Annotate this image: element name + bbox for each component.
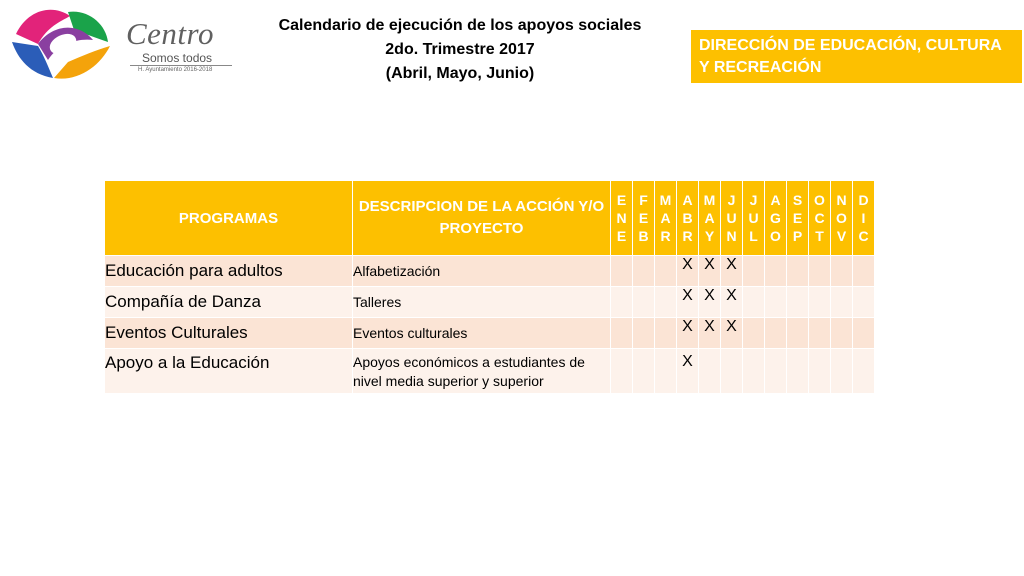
header-month-letter: U — [748, 210, 759, 226]
cell-programa: Compañía de Danza — [105, 287, 353, 318]
cell-month-mark — [721, 349, 743, 394]
cell-month-mark: X — [721, 318, 743, 349]
header-month-letter: O — [814, 192, 825, 208]
cell-descripcion: Apoyos económicos a estudiantes de nivel media superior y superior — [353, 349, 611, 394]
header-month — [765, 181, 787, 256]
logo-ribbon-icon — [8, 4, 113, 82]
cell-month-mark — [765, 349, 787, 394]
logo-subtitle: H. Ayuntamiento 2016-2018 — [138, 67, 213, 73]
cell-month-mark: X — [677, 287, 699, 318]
logo-divider — [130, 65, 232, 66]
cell-month-mark — [809, 287, 831, 318]
logo-tagline: Somos todos — [142, 51, 213, 65]
header-month-letter: N — [616, 210, 627, 226]
header-month — [831, 181, 853, 256]
cell-month-mark — [655, 318, 677, 349]
header-month-letter: C — [814, 210, 825, 226]
header-month-letter: A — [660, 210, 671, 226]
logo — [8, 4, 233, 82]
header-month-letter: S — [792, 192, 803, 208]
header-descripcion: DESCRIPCION DE LA ACCIÓN Y/O PROYECTO — [353, 181, 611, 256]
header-month — [677, 181, 699, 256]
header-month — [699, 181, 721, 256]
header-month-letter: B — [638, 228, 649, 244]
cell-month-mark: X — [721, 287, 743, 318]
cell-month-mark: X — [677, 256, 699, 287]
header-month-letter: T — [815, 228, 824, 244]
header-month-letter: F — [639, 192, 648, 208]
cell-month-mark: X — [699, 256, 721, 287]
header-month-letter: M — [703, 192, 716, 208]
cell-month-mark: X — [699, 318, 721, 349]
header-month-letter: P — [792, 228, 803, 244]
cell-month-mark — [853, 287, 875, 318]
cell-descripcion: Eventos culturales — [353, 318, 611, 349]
header-month — [633, 181, 655, 256]
table-header-row — [105, 181, 875, 256]
cell-month-mark: X — [677, 318, 699, 349]
header-month-letter: A — [704, 210, 715, 226]
cell-month-mark — [765, 318, 787, 349]
cell-month-mark — [655, 349, 677, 394]
header-month-letter: G — [770, 210, 781, 226]
header-month-letter: N — [726, 228, 737, 244]
cell-month-mark — [611, 287, 633, 318]
cell-month-mark — [831, 256, 853, 287]
header-month-letter: R — [682, 228, 693, 244]
header-month-letter: A — [682, 192, 693, 208]
header-month — [743, 181, 765, 256]
cell-month-mark: X — [677, 349, 699, 394]
title-line-2: 2do. Trimestre 2017 — [385, 41, 535, 58]
header-month-letter: I — [861, 210, 866, 226]
header-month-letter: U — [726, 210, 737, 226]
cell-month-mark — [611, 318, 633, 349]
header-month-letter: E — [616, 192, 627, 208]
title-line-3: (Abril, Mayo, Junio) — [385, 65, 535, 82]
cell-month-mark — [743, 256, 765, 287]
cell-month-mark — [633, 287, 655, 318]
header-month-letter: N — [836, 192, 847, 208]
cell-month-mark — [765, 287, 787, 318]
cell-month-mark — [743, 287, 765, 318]
header-month-letter: M — [659, 192, 672, 208]
cell-month-mark: X — [721, 256, 743, 287]
page-title — [250, 14, 670, 86]
cell-programa: Educación para adultos — [105, 256, 353, 287]
cell-month-mark — [853, 349, 875, 394]
title-line-1: Calendario de ejecución de los apoyos sociales — [278, 17, 642, 34]
table-row — [105, 349, 875, 394]
cell-descripcion: Alfabetización — [353, 256, 611, 287]
header-month-letter: Y — [704, 228, 715, 244]
table-body — [105, 256, 875, 394]
cell-month-mark — [765, 256, 787, 287]
cell-month-mark — [655, 287, 677, 318]
header-month-letter: R — [660, 228, 671, 244]
cell-descripcion: Talleres — [353, 287, 611, 318]
cell-programa: Apoyo a la Educación — [105, 349, 353, 394]
header-month — [611, 181, 633, 256]
cell-month-mark — [831, 287, 853, 318]
header-month-letter: D — [858, 192, 869, 208]
cell-month-mark — [831, 318, 853, 349]
cell-month-mark — [699, 349, 721, 394]
cell-month-mark — [853, 318, 875, 349]
cell-month-mark — [743, 318, 765, 349]
header-month-letter: E — [616, 228, 627, 244]
table-row — [105, 256, 875, 287]
cell-month-mark — [633, 349, 655, 394]
department-banner: DIRECCIÓN DE EDUCACIÓN, CULTURA Y RECREACIÓN — [691, 30, 1022, 83]
logo-wordmark: Centro — [126, 16, 214, 51]
schedule-table — [104, 180, 875, 394]
header-month-letter: B — [682, 210, 693, 226]
table-row — [105, 287, 875, 318]
table-row — [105, 318, 875, 349]
cell-month-mark — [743, 349, 765, 394]
header-month-letter: A — [770, 192, 781, 208]
cell-month-mark — [853, 256, 875, 287]
cell-month-mark — [633, 256, 655, 287]
header-month-letter: J — [749, 192, 758, 208]
header-month-letter: V — [836, 228, 847, 244]
header-month — [787, 181, 809, 256]
header-month — [721, 181, 743, 256]
cell-month-mark — [611, 256, 633, 287]
cell-month-mark — [787, 287, 809, 318]
header-month-letter: E — [638, 210, 649, 226]
cell-month-mark — [787, 256, 809, 287]
cell-month-mark — [611, 349, 633, 394]
cell-programa: Eventos Culturales — [105, 318, 353, 349]
cell-month-mark — [787, 349, 809, 394]
header-month — [809, 181, 831, 256]
header-month-letter: C — [858, 228, 869, 244]
header-month — [853, 181, 875, 256]
cell-month-mark — [787, 318, 809, 349]
cell-month-mark — [655, 256, 677, 287]
cell-month-mark — [809, 256, 831, 287]
header-month-letter: J — [727, 192, 736, 208]
header-month-letter: L — [749, 228, 758, 244]
header-month-letter: E — [792, 210, 803, 226]
cell-month-mark — [809, 318, 831, 349]
cell-month-mark — [831, 349, 853, 394]
header-programas: PROGRAMAS — [105, 181, 353, 256]
cell-month-mark: X — [699, 287, 721, 318]
header-month — [655, 181, 677, 256]
header-month-letter: O — [770, 228, 781, 244]
header-month-letter: O — [836, 210, 847, 226]
cell-month-mark — [633, 318, 655, 349]
cell-month-mark — [809, 349, 831, 394]
